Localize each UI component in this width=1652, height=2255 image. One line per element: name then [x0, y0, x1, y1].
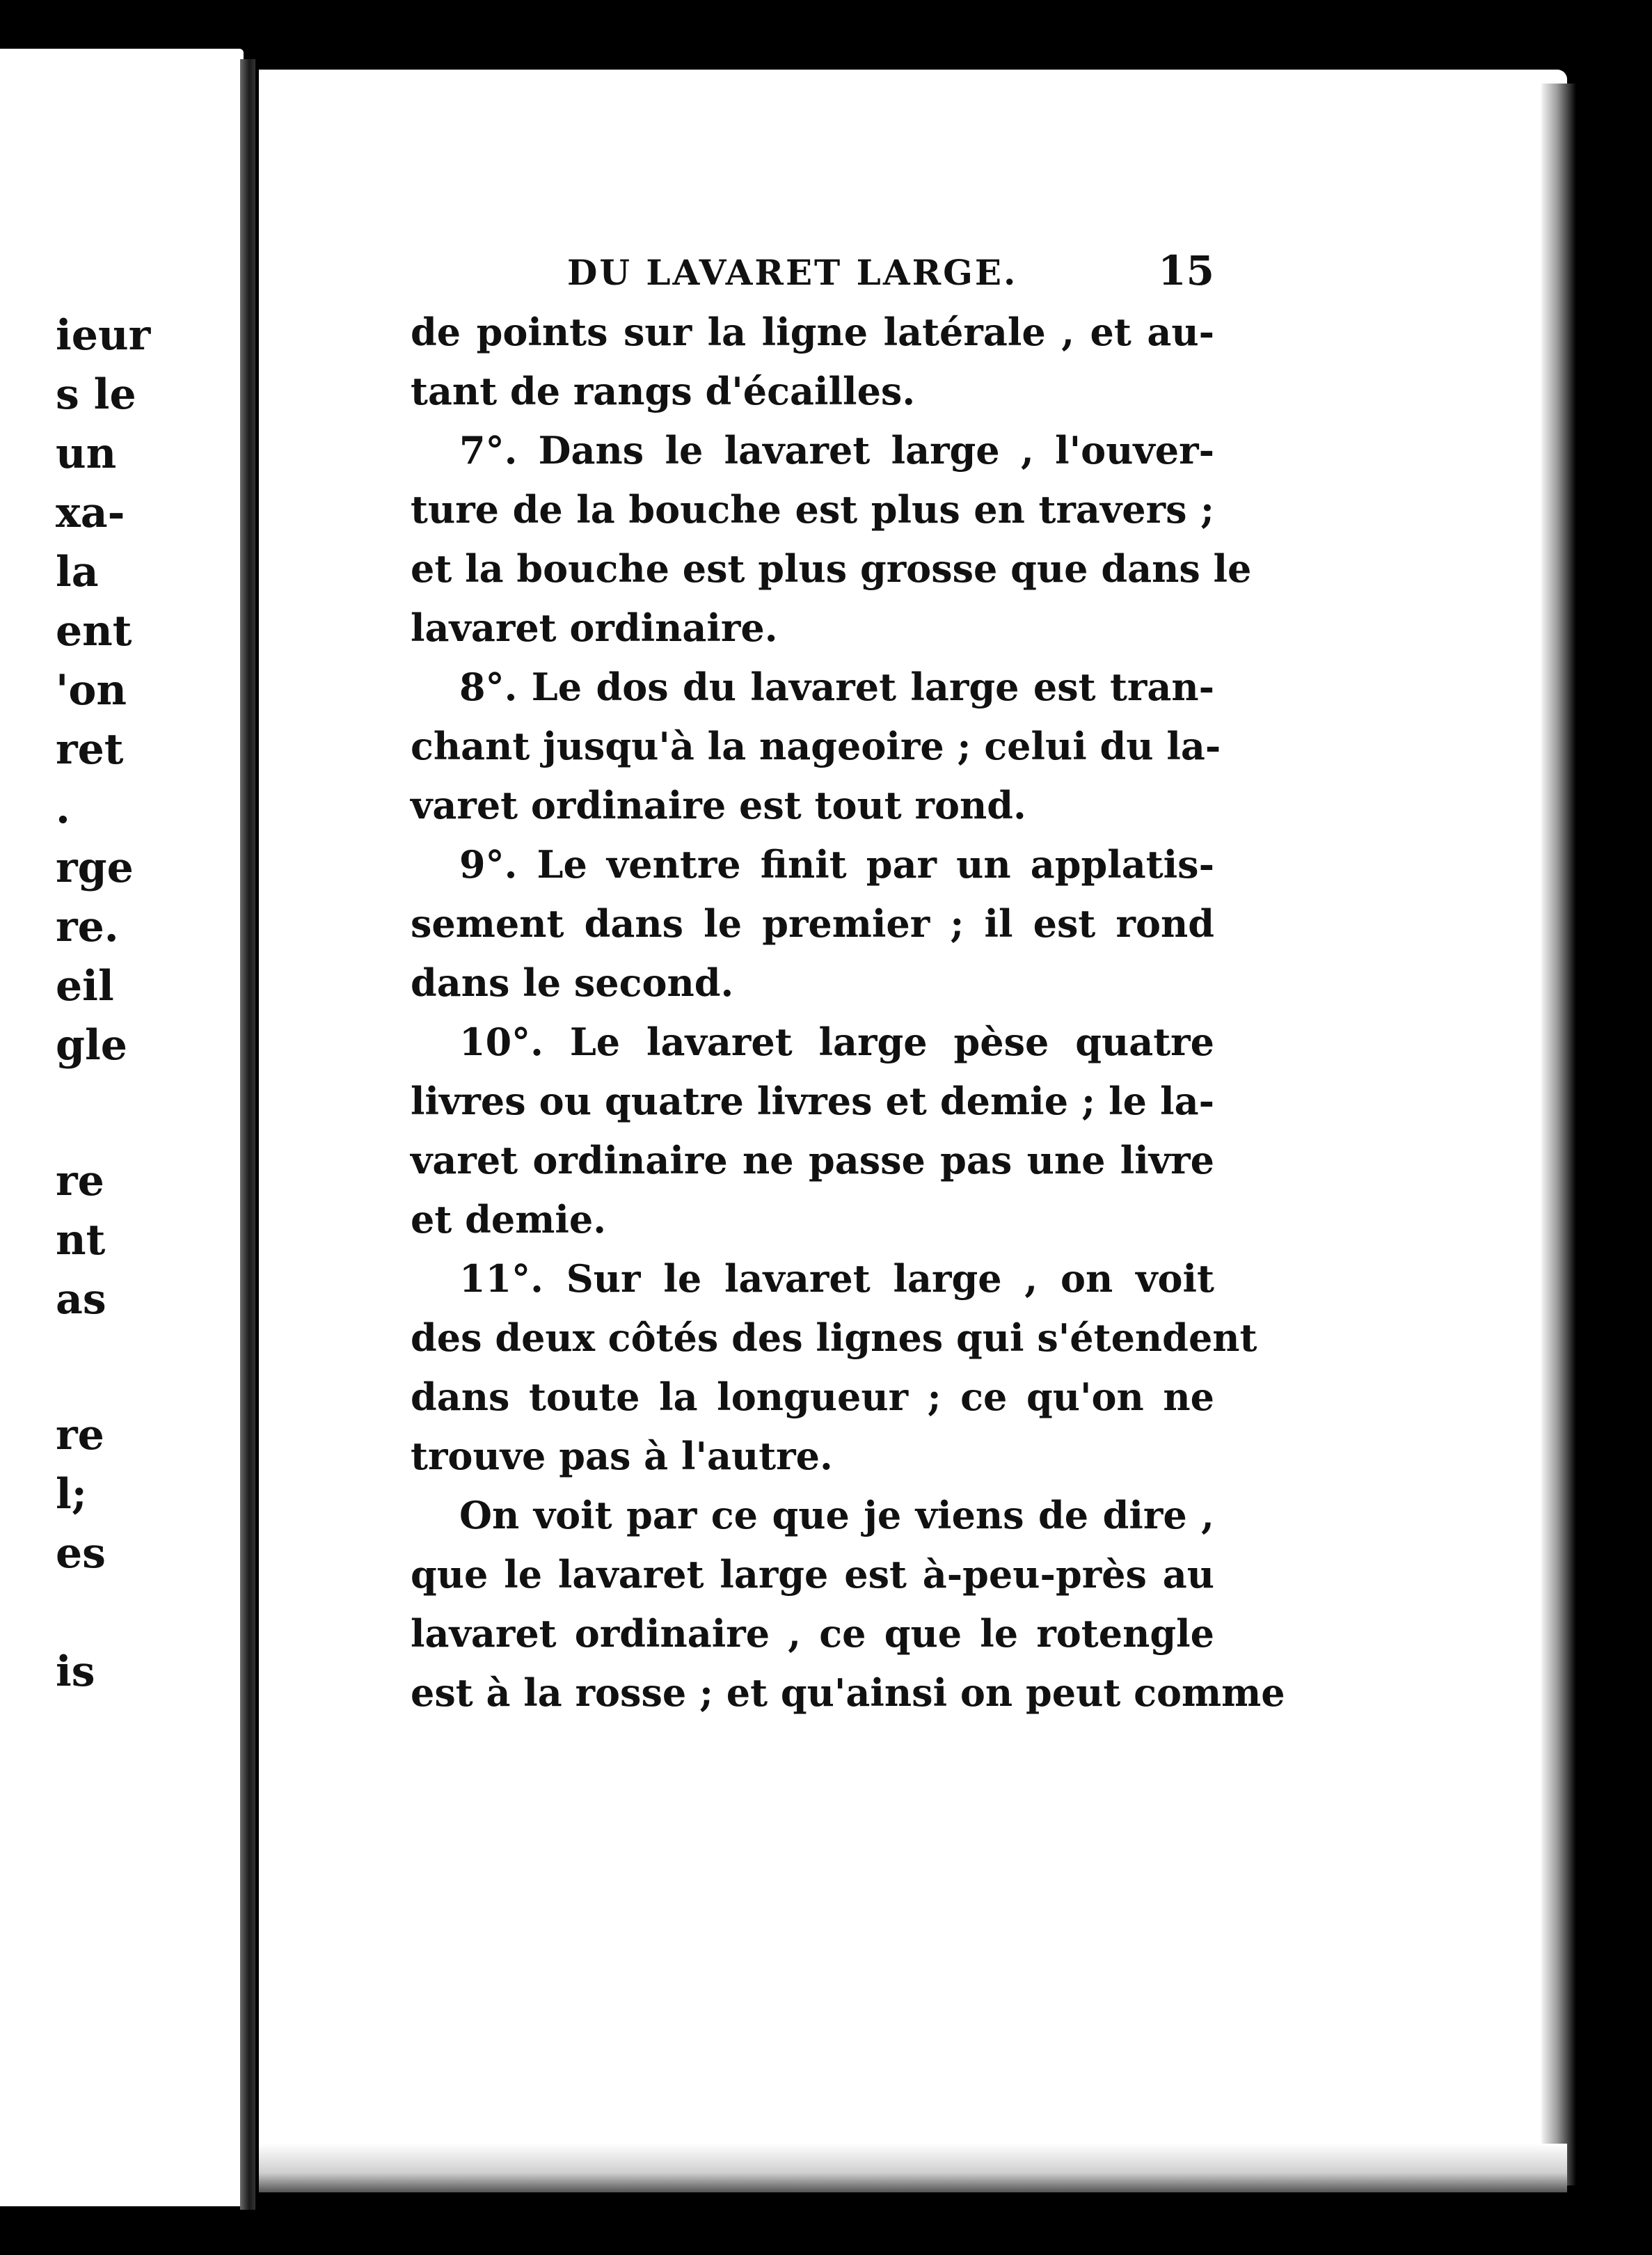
facing-line: l; — [56, 1470, 87, 1519]
text-line: varet ordinaire est tout rond. — [411, 783, 1026, 828]
page-number: 15 — [1158, 247, 1214, 294]
facing-line: gle — [56, 1021, 127, 1070]
facing-line: rge — [56, 844, 134, 892]
text-line: 10°. Le lavaret large pèse quatre — [459, 1020, 1214, 1064]
text-line: livres ou quatre livres et demie ; le la- — [411, 1079, 1214, 1123]
text-line: varet ordinaire ne passe pas une livre — [411, 1138, 1214, 1182]
facing-line: re — [56, 1157, 104, 1205]
text-line: ture de la bouche est plus en travers ; — [411, 487, 1214, 532]
text-line: 9°. Le ventre finit par un applatis- — [459, 842, 1214, 887]
text-line: chant jusqu'à la nageoire ; celui du la- — [411, 724, 1221, 768]
text-line: lavaret ordinaire. — [411, 606, 778, 650]
text-line: dans le second. — [411, 960, 734, 1005]
facing-line: 'on — [56, 666, 127, 715]
text-line: et la bouche est plus grosse que dans le — [411, 546, 1252, 591]
text-line: et demie. — [411, 1197, 607, 1242]
facing-line: . — [56, 784, 70, 833]
page-edge-shadow — [1541, 84, 1576, 2185]
text-line: On voit par ce que je viens de dire , — [459, 1493, 1214, 1537]
facing-line: as — [56, 1275, 106, 1324]
text-line: 8°. Le dos du lavaret large est tran- — [459, 665, 1214, 709]
facing-line: la — [56, 548, 99, 596]
text-line: tant de rangs d'écailles. — [411, 369, 916, 413]
facing-page-text — [0, 0, 240, 2255]
facing-line: re. — [56, 903, 119, 951]
facing-line: s le — [56, 370, 136, 419]
text-line: sement dans le premier ; il est rond — [411, 901, 1214, 946]
running-head — [567, 247, 1214, 303]
facing-line: ret — [56, 725, 124, 774]
facing-line: is — [56, 1647, 95, 1696]
page-bottom-edge — [259, 2144, 1567, 2192]
text-line: trouve pas à l'autre. — [411, 1434, 833, 1478]
facing-line: xa- — [56, 489, 125, 537]
facing-line: nt — [56, 1216, 106, 1265]
text-line: est à la rosse ; et qu'ainsi on peut comme — [411, 1670, 1285, 1715]
page-text — [411, 247, 1285, 1723]
text-line: dans toute la longueur ; ce qu'on ne — [411, 1375, 1214, 1419]
facing-line: re — [56, 1411, 104, 1459]
facing-line: un — [56, 429, 117, 478]
text-line: que le lavaret large est à-peu-près au — [411, 1552, 1214, 1597]
text-line: 7°. Dans le lavaret large , l'ouver- — [459, 428, 1214, 473]
running-head-title: DU LAVARET LARGE. — [567, 252, 1018, 293]
facing-line: es — [56, 1529, 106, 1578]
facing-line: ieur — [56, 311, 151, 360]
facing-line: eil — [56, 962, 114, 1011]
facing-line: ent — [56, 607, 132, 656]
text-line: des deux côtés des lignes qui s'étendent — [411, 1315, 1257, 1360]
text-line: lavaret ordinaire , ce que le rotengle — [411, 1611, 1214, 1656]
text-line: de points sur la ligne latérale , et au- — [411, 310, 1214, 354]
gutter-shadow — [240, 59, 255, 2210]
text-line: 11°. Sur le lavaret large , on voit — [459, 1256, 1214, 1301]
